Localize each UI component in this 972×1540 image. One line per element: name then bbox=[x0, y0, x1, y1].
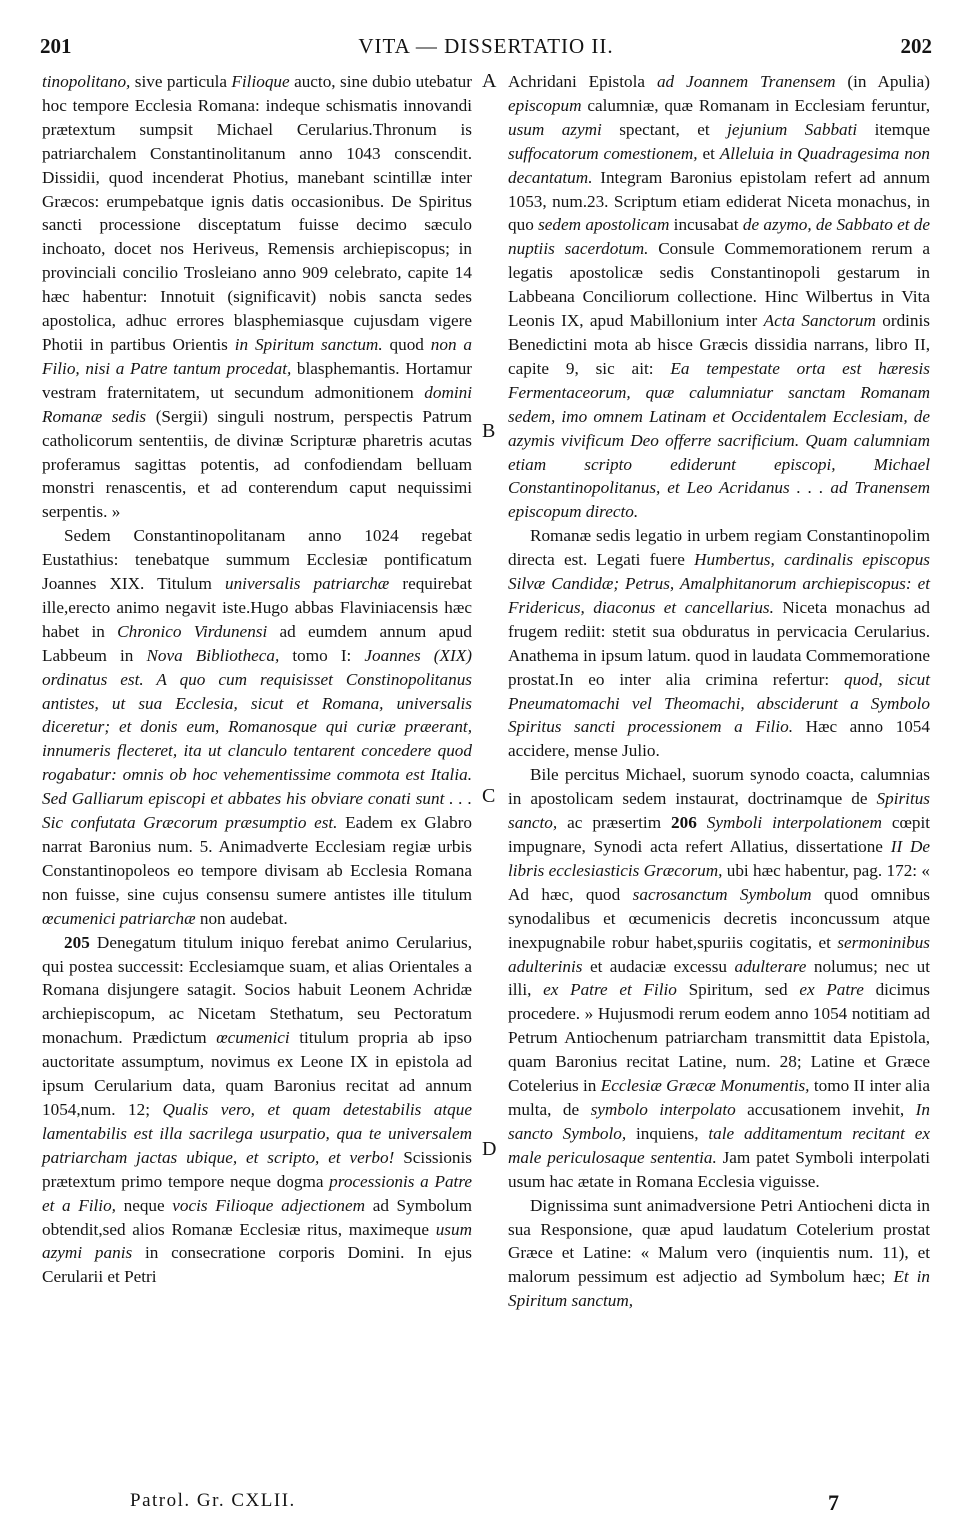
italic-text: œcumenici patriarchæ bbox=[42, 908, 196, 928]
italic-text: Acta Sanctorum bbox=[763, 311, 876, 331]
text: Denegatum titulum iniquo ferebat animo Cerularius, qui postea successit: Ecclesiamque suam, et alias Orientales a Romana disjungere satagit. Socios habuit Leonem Achridæ archiepiscopum, ac Nicetam Stethatum, seu Pectoratum monachum. Prædictum bbox=[42, 932, 472, 1048]
italic-text: Alleluia in Quadragesima non decantatum. bbox=[508, 143, 930, 187]
italic-text: Spiritus sancto, bbox=[508, 789, 930, 833]
text: et bbox=[697, 143, 720, 163]
italic-text: ex Patre et Filio bbox=[543, 980, 677, 1000]
footer-gathering-number: 7 bbox=[828, 1490, 839, 1515]
text: incusabat bbox=[669, 215, 743, 235]
margin-letter-a: A bbox=[482, 70, 497, 92]
italic-text: sermoninibus adulterinis bbox=[508, 932, 930, 976]
italic-text: sedem apostolicam bbox=[538, 215, 670, 235]
right-paragraph-3 bbox=[508, 763, 930, 1193]
text: Hæc anno 1054 accidere, mense Julio. bbox=[508, 717, 930, 761]
section-number: 206 bbox=[671, 813, 697, 833]
italic-text: Ea tempestate orta est hæresis Fermentaceorum, quæ calumniatur sanctam Romanam sedem, imo omnem Latinam et Occidentalem Ecclesiam, de azymis vivificum Deo offerre sacrificium. Quam calumniam etiam scripto ediderunt episcopi, Michael Constantinopolitanus, et Leo Acridanus . . . ad Tranensem episcopum directo. bbox=[508, 358, 930, 522]
right-column bbox=[508, 70, 930, 1313]
left-column bbox=[42, 70, 472, 1289]
text: tomo II inter alia multa, de bbox=[508, 1076, 930, 1119]
page-header bbox=[40, 34, 932, 62]
italic-text: Qualis vero, et quam detestabilis atque lamentabilis est illa sacrilega usurpatio, qua te universalem patriarcham jactas ubique, et scripto, et verbo! bbox=[42, 1099, 472, 1167]
text: ad eumdem annum apud Labbeum in bbox=[42, 621, 472, 665]
italic-text: jejunium Sabbati bbox=[727, 119, 858, 139]
text: accusationem invehit, bbox=[735, 1099, 916, 1119]
text: cœpit impugnare, Synodi acta refert Allatius, dissertatione bbox=[508, 813, 931, 856]
running-title: VITA — DISSERTATIO II. bbox=[358, 34, 614, 58]
text: spectant, et bbox=[601, 119, 728, 139]
text: Sedem Constantinopolitanam anno 1024 regebat Eustathius: tenebatque summum Ecclesiæ pontificatum Joannes XIX. Titulum bbox=[42, 526, 472, 594]
text: Bile percitus Michael, suorum synodo coacta, calumnias in apostolicam sedem instaurat, doctrinamque de bbox=[508, 765, 930, 809]
right-paragraph-4 bbox=[508, 1194, 930, 1314]
text: in consecratione corporis Domini. In ejus Cerularii et Petri bbox=[42, 1243, 472, 1287]
italic-text: vocis Filioque adjectionem bbox=[172, 1195, 366, 1215]
italic-text: Et in Spiritum sanctum, bbox=[508, 1267, 930, 1311]
italic-text: œcumenici bbox=[216, 1028, 290, 1048]
margin-letter-b: B bbox=[482, 420, 496, 442]
text: dicimus procedere. » Hujusmodi rerum eodem anno 1054 notitiam ad Petrum Antiochenum patriarcham transmittit data Epistola, quam Baronius recitat Latine, num. 28; Latine et Græce Cotelerius in bbox=[508, 980, 930, 1096]
text: tomo I: bbox=[279, 645, 365, 665]
right-paragraph-2 bbox=[508, 524, 930, 763]
italic-text: symbolo interpolato bbox=[590, 1099, 736, 1119]
text: neque bbox=[115, 1195, 173, 1215]
italic-text: episcopum bbox=[508, 95, 582, 115]
italic-text: Filioque bbox=[231, 72, 290, 91]
italic-text: tale additamentum recitant ex male periculosaque sententia. bbox=[508, 1123, 930, 1167]
text: quod omnibus synodalibus et œcumenicis decretis inconcussum atque inexpugnabile robur habet,spuriis cogitatis, et bbox=[508, 884, 930, 952]
section-number: 205 bbox=[64, 932, 90, 952]
text: Spiritum, sed bbox=[676, 980, 800, 1000]
italic-text: Ecclesiæ Græcæ Monumentis, bbox=[600, 1076, 810, 1096]
italic-text: II De libris ecclesiasticis Græcorum, bbox=[508, 837, 930, 880]
text: sive particula bbox=[130, 72, 232, 91]
text: Romanæ sedis legatio in urbem regiam Constantinopolim directa est. Legati fuere bbox=[508, 526, 930, 570]
italic-text: In sancto Symbolo, bbox=[508, 1099, 930, 1143]
text: Niceta monachus ad frugem rediit: stetit sua obduratus in pervicacia Cerularius. Anathema in ipsum latum. quod in laudata Commemoratione prostat.In eo inter alia crimina refertur: bbox=[508, 597, 930, 689]
italic-text: in Spiritum sanctum. bbox=[234, 334, 383, 354]
right-page-number: 202 bbox=[900, 34, 932, 58]
text: Integram Baronius epistolam refert ad annum 1053, num.23. Scriptum etiam ediderat Niceta monachus, in quo bbox=[508, 167, 930, 235]
italic-text: de azymo, de Sabbato et de nuptiis sacerdotum. bbox=[508, 215, 931, 259]
text: Scissionis prætextum primo tempore neque dogma bbox=[42, 1147, 472, 1191]
left-paragraph-3 bbox=[42, 931, 472, 1290]
italic-text: processionis a Patre et a Filio, bbox=[42, 1171, 472, 1215]
italic-text: non a Filio, nisi a Patre tantum procedat, bbox=[42, 334, 473, 378]
text: titulum propria ab ipso auctoritate assumptum, novimus ex Leone IX in epistola ad ipsum Cerularium data, quam Baronius recitat ad annum 1054,num. 12; bbox=[42, 1028, 472, 1119]
italic-text: usum azymi panis bbox=[42, 1219, 472, 1263]
text: ordinis Benedictini mota ab hisce Græcis dissidia narrans, libro II, capite 9, sic ait: bbox=[508, 311, 930, 378]
text: (in Apulia) bbox=[835, 72, 931, 91]
text: ac præsertim bbox=[557, 813, 672, 833]
text: ad Symbolum obtendit,sed alios Romanæ Ecclesiæ ritus, maximeque bbox=[42, 1195, 472, 1239]
text: ubi hæc habentur, pag. 172: « Ad hæc, quod bbox=[508, 860, 930, 904]
text: nolumus; nec ut illi, bbox=[508, 956, 930, 1000]
text: Jam patet Symboli interpolati usum hac ætate in Romana Ecclesia viguisse. bbox=[508, 1147, 930, 1191]
text: non audebat. bbox=[195, 908, 288, 928]
text: Consule Commemorationem rerum a legatis apostolicæ sedis Constantinopoli gestarum in Labbeana Conciliorum collectione. Hinc Wilbertus in Vita Leonis IX, apud Mabillonium inter bbox=[508, 239, 931, 331]
italic-text: adulterare bbox=[734, 956, 807, 976]
margin-letter-c: C bbox=[482, 785, 496, 807]
italic-text: suffocatorum comestionem, bbox=[508, 143, 698, 163]
italic-text: Chronico Virdunensi bbox=[117, 621, 268, 641]
text: calumniæ, quæ Romanam in Ecclesiam feruntur, bbox=[581, 95, 930, 115]
left-page-number: 201 bbox=[40, 34, 72, 58]
margin-letter-d: D bbox=[482, 1138, 497, 1160]
left-paragraph-2 bbox=[42, 524, 472, 930]
right-paragraph-1 bbox=[508, 70, 930, 524]
text: blasphemantis. Hortamur vestram fraternitatem, ut secundum admonitionem bbox=[42, 358, 473, 402]
text: requirebat ille,erecto animo negavit iste.Hugo abbas Flaviniacensis hæc habet in bbox=[42, 574, 473, 641]
italic-text: domini Romanæ sedis bbox=[42, 382, 472, 426]
italic-text: universalis patriarchæ bbox=[224, 574, 390, 594]
italic-text: sacrosanctum Symbolum bbox=[632, 884, 812, 904]
italic-text: ad Joannem Tranensem bbox=[656, 72, 836, 91]
italic-text: Nova Bibliotheca, bbox=[146, 645, 280, 665]
text: Eadem ex Glabro narrat Baronius num. 5. Animadverte Ecclesiam regiæ urbis Constantinopoleos eo tempore divisam ab Ecclesia Romana non fuisse, sine cujus consensu sumere antistes ille titulum bbox=[42, 813, 472, 904]
text: Achridani Epistola bbox=[508, 72, 657, 91]
italic-text: ex Patre bbox=[799, 980, 864, 1000]
text: quod bbox=[382, 334, 431, 354]
italic-text: Symboli interpolationem bbox=[706, 813, 882, 833]
footer-signature: Patrol. Gr. CXLII. bbox=[130, 1490, 296, 1511]
text: Dignissima sunt animadversione Petri Antiocheni dicta in sua Responsione, quæ apud laudatum Cotelerium prostat Græce et Latine: « Malum vero (inquientis num. 11), et malorum pessimum est adjectio ad Symbolum hæc; bbox=[508, 1195, 930, 1287]
text: inquiens, bbox=[626, 1123, 709, 1143]
left-paragraph-1 bbox=[42, 70, 472, 524]
italic-text: Joannes (XIX) ordinatus est. A quo cum requisisset Constinopolitanus antistes, ut sua Ecclesia, sicut et Romana, universalis diceretur; et donis eum, Romanosque qui curiæ præerant, innumeris flecteret, ita ut clanculo tentarent concedere quod rogabatur: omnis ob hoc vehementissime commota est Italia. Sed Galliarum episcopi et abbates his obviare conati sunt . . . Sic confutata Græcorum præsumptio est. bbox=[42, 645, 472, 833]
italic-text: usum azymi bbox=[508, 119, 602, 139]
italic-text: Humbertus, cardinalis episcopus Silvæ Candidæ; Petrus, Amalphitanorum archiepiscopus: et Fridericus, diaconus et cancellarius. bbox=[508, 550, 931, 617]
italic-text: quod, sicut Pneumatomachi vel Theomachi, absciderunt a Symbolo Spiritus sancti processionem a Filio. bbox=[508, 669, 930, 737]
text: aucto, sine dubio utebatur hoc tempore Ecclesia Romana: indeque schismatis innovandi prætextum sumpsit Michael Cerularius.Thronum is patriarchalem Constantinolitanum anno 1043 conscendit. Dissidii, quod incenderat Photius, manebant scintillæ inter Græcos: erumpebatque ignis datis occasionibus. De Spiritus sancti processione disceptatum fuisse decimo sæculo inchoato, docet nos Heriveus, Remensis archiepiscopus; in provinciali concilio Trosleiano anno 909 celebrato, capite 14 hæc habentur: Innotuit (significavit) nobis sancta sedes apostolica, adhuc errores blasphemiasque cujusdam vigere Photii in partibus Orientis bbox=[42, 72, 472, 354]
text: (Sergii) singuli nostrum, perspectis Patrum catholicorum sententiis, de divinæ Scripturæ pharetris acutas proferamus sagittas potentis, ad confodiendam belluam monstri renascentis, et ad conterendum caput nequissimi serpentis. » bbox=[42, 406, 472, 522]
text: itemque bbox=[857, 119, 930, 139]
text: et audaciæ excessu bbox=[582, 956, 735, 976]
italic-text: tinopolitano, bbox=[42, 72, 131, 91]
